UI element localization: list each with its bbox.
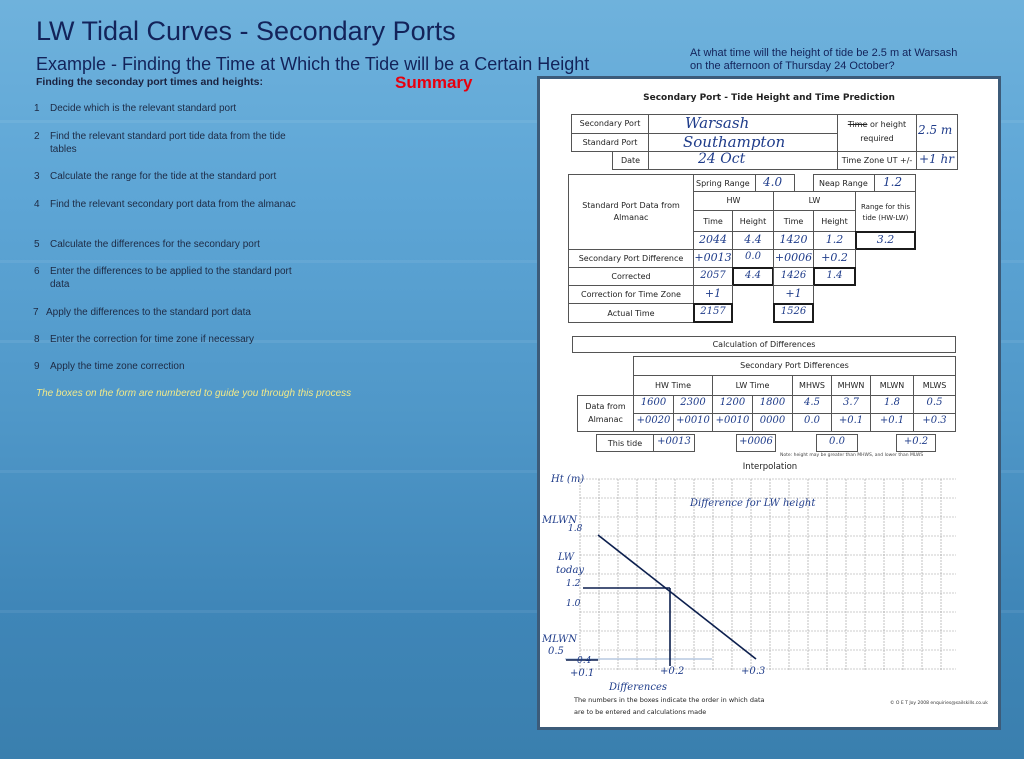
step-text: Apply the time zone correction	[50, 361, 185, 372]
tz-correction-label: Correction for Time Zone	[581, 290, 681, 299]
step-text: Decide which is the relevant standard port	[50, 103, 237, 114]
standard-port-value: Southampton	[683, 133, 786, 151]
sec-diff-value: +0.2	[821, 251, 848, 264]
tz-correction-value: +1	[704, 287, 722, 300]
hint-text: The boxes on the form are numbered to guide you through this process	[36, 388, 352, 399]
lw-height-value: 1.2	[825, 233, 844, 246]
note-text: Note: height may be greater than MHWS, and lower than MLWS	[780, 453, 924, 458]
x-tick: +0.3	[741, 666, 766, 677]
lw-time-label: Time	[783, 217, 804, 226]
step-number: 8	[34, 334, 40, 345]
lw-label: LW	[808, 196, 821, 205]
hw-time-value: 2044	[699, 233, 727, 246]
tz-correction-value: +1	[785, 287, 802, 300]
actual-time-label: Actual Time	[607, 309, 655, 318]
time-struck-label: Time	[847, 120, 868, 129]
almanac-value: 1600	[640, 397, 667, 408]
page-title: LW Tidal Curves - Secondary Ports	[36, 16, 456, 46]
actual-time-value: 2157	[700, 306, 726, 317]
mlwn-label: MLWN	[542, 515, 578, 526]
almanac-value: 0.0	[804, 415, 820, 426]
steps-heading: Finding the seconday port times and heights:	[36, 76, 263, 88]
sec-diff-value: +0013	[694, 251, 732, 264]
mlwn-value: 1.8	[568, 524, 583, 534]
step-item	[34, 171, 305, 184]
std-port-data-label: Standard Port Data from	[582, 201, 680, 210]
step-item	[33, 307, 301, 320]
hw-time-label: Time	[703, 217, 723, 226]
height-required-value: 2.5 m	[918, 123, 953, 137]
step-text: Enter the differences to be applied to the standard port data	[50, 266, 292, 290]
spring-range-label: Spring Range	[696, 179, 750, 188]
x-axis-label: Differences	[609, 682, 668, 693]
calc-diff-title: Calculation of Differences	[712, 340, 816, 349]
diff-header: MLWS	[922, 381, 947, 390]
tick-0-4: 0.4	[577, 656, 592, 666]
step-text: Find the relevant standard port tide data from the tide tables	[50, 131, 286, 155]
sec-diff-label: Secondary Port Difference	[578, 254, 684, 263]
almanac-value: 0000	[759, 415, 786, 426]
corrected-value: 1.4	[826, 270, 843, 281]
form-title: Secondary Port - Tide Height and Time Prediction	[643, 93, 895, 103]
step-number: 9	[34, 361, 40, 372]
step-item	[34, 334, 305, 347]
corrected-value: 4.4	[745, 270, 761, 281]
almanac-value: +0010	[715, 415, 750, 426]
lw-time-value: 1420	[779, 233, 808, 246]
footer-note-1: The numbers in the boxes indicate the order in which data	[574, 696, 765, 704]
step-item	[34, 199, 305, 212]
almanac-value: 3.7	[843, 397, 859, 408]
sec-diff-value: +0006	[774, 251, 813, 264]
hw-height-value: 4.4	[744, 233, 762, 246]
hw-label: HW	[726, 196, 741, 205]
step-text: Calculate the differences for the secondary port	[50, 239, 260, 250]
step-number: 2	[34, 131, 40, 142]
question-text	[690, 47, 957, 73]
sec-port-diffs-title: Secondary Port Differences	[740, 361, 849, 370]
step-text: Find the relevant secondary port data from the almanac	[50, 199, 296, 210]
y-axis-label: Ht (m)	[551, 474, 585, 485]
hw-height-label: Height	[739, 217, 767, 226]
mlws-label: MLWN	[542, 634, 578, 645]
spring-range-value: 4.0	[763, 175, 783, 189]
corrected-label: Corrected	[611, 272, 651, 281]
graph-title: Difference for LW height	[690, 498, 816, 509]
step-item	[34, 239, 305, 252]
today-label: today	[556, 565, 585, 576]
lw-today-value: 1.2	[566, 579, 581, 589]
interpolation-title: Interpolation	[742, 462, 798, 472]
diff-header: LW Time	[735, 381, 770, 390]
almanac-value: 2300	[680, 397, 706, 408]
secondary-port-label: Secondary Port	[579, 119, 641, 128]
secondary-port-value: Warsash	[685, 114, 750, 132]
almanac-value: +0010	[676, 415, 710, 426]
summary-label: Summary	[395, 73, 473, 92]
question-line-2: on the afternoon of Thursday 24 October?	[690, 60, 895, 72]
lw-height-label: Height	[821, 217, 848, 226]
step-number: 7	[33, 307, 39, 318]
corrected-value: 2057	[700, 270, 726, 281]
this-tide-label: This tide	[607, 439, 643, 448]
this-tide-value: +0.2	[903, 436, 929, 447]
copyright-text: © O E T Joy 2008 enquiries@sailskills.co.uk	[890, 701, 988, 706]
this-tide-value: +0006	[739, 436, 773, 447]
step-text: Calculate the range for the tide at the standard port	[50, 171, 277, 182]
time-zone-value: +1 hr	[919, 152, 954, 166]
page-subtitle: Example - Finding the Time at Which the Tide will be a Certain Height	[36, 54, 590, 74]
neap-range-value: 1.2	[883, 175, 903, 189]
diff-header: MHWN	[837, 381, 865, 390]
mlws-value: 0.5	[548, 646, 564, 657]
this-tide-value: +0013	[657, 436, 691, 447]
step-item	[34, 131, 305, 156]
range-label: Range for this	[860, 203, 911, 211]
step-number: 3	[34, 171, 40, 182]
almanac-value: 0.5	[926, 397, 943, 408]
step-number: 6	[34, 266, 40, 277]
corrected-value: 1426	[780, 270, 807, 281]
tick-1-0: 1.0	[566, 599, 581, 609]
lw-label: LW	[558, 552, 575, 563]
step-number: 1	[34, 103, 40, 114]
step-text: Enter the correction for time zone if necessary	[50, 334, 254, 345]
step-number: 4	[34, 199, 40, 210]
almanac-value: +0020	[636, 415, 671, 426]
question-line-1: At what time will the height of tide be 2.5 m at Warsash	[690, 47, 958, 59]
almanac-value: 1.8	[884, 397, 900, 408]
step-item	[34, 266, 305, 291]
diff-header: MHWS	[799, 381, 825, 390]
range-value: 3.2	[876, 233, 895, 246]
almanac-value: +0.3	[922, 415, 947, 426]
almanac-value: +0.1	[879, 415, 905, 426]
data-from-label: Data from	[585, 402, 626, 411]
date-value: 24 Oct	[698, 151, 746, 167]
this-tide-value: 0.0	[829, 436, 845, 447]
footer-note-2: are to be entered and calculations made	[574, 708, 707, 716]
actual-time-value: 1526	[780, 306, 807, 317]
step-number: 5	[34, 239, 40, 250]
step-item	[34, 361, 305, 374]
x-tick: +0.1	[570, 668, 595, 679]
prediction-form: Secondary Port - Tide Height and Time Prediction Secondary Port Standard Port Date Warsash Southampton 24 Oct Time or height required 2.5 m Time Zone UT +/- +1 hr Standard Port Data from Almanac Spring Range 4.0 Neap Range 1.2 HW LW Range for this tide (HW-LW) Time Height Time Height 2044 4.4 1420 1.2 3.2 Secondary Port Difference +0013 0.0 +0006 +0.2 Corrected 2057 4.4 1426 1.4 Correction for Time Zone +1 +1 Actual Time 2157 1526 Calculation of Differences Secondary Port Differences HW Time LW Time MHWS MHWN MLWN MLWS Data from Almanac 1600 2300 1200 1800 4.5 3.7 1.8 0.5 +0020 +0010 +0010 0000 0.0 +0.1 +0.1 +0.3 This tide +0013 +0006 0.0 +0.2 Note: height may be greater than MHWS, and lower than MLWS Interpolation Ht (m) Difference for LW height MLWN 1.8 LW today 1.2 1.0 MLWN 0.5 0.4 +0.1 +0.2 +0.3 Differences The numbers in the boxes indicate the order in which data are to be entered and calculations made © O E T Joy 2008 enquiries@sailskills.co.uk	[537, 76, 1001, 730]
sec-diff-value: 0.0	[745, 251, 761, 262]
diff-header: MLWN	[879, 381, 905, 390]
neap-range-label: Neap Range	[819, 179, 868, 188]
height-required-label: Time or height	[847, 120, 907, 129]
date-label: Date	[620, 156, 641, 165]
step-text: Apply the differences to the standard port data	[46, 307, 251, 318]
almanac-value: +0.1	[838, 415, 864, 426]
almanac-value: 1800	[759, 397, 786, 408]
step-item	[34, 103, 305, 116]
diff-header: HW Time	[654, 381, 692, 390]
standard-port-label: Standard Port	[582, 138, 638, 147]
x-tick: +0.2	[660, 666, 685, 677]
almanac-value: 4.5	[804, 397, 820, 408]
time-zone-label: Time Zone UT +/-	[841, 156, 913, 165]
almanac-value: 1200	[719, 397, 746, 408]
